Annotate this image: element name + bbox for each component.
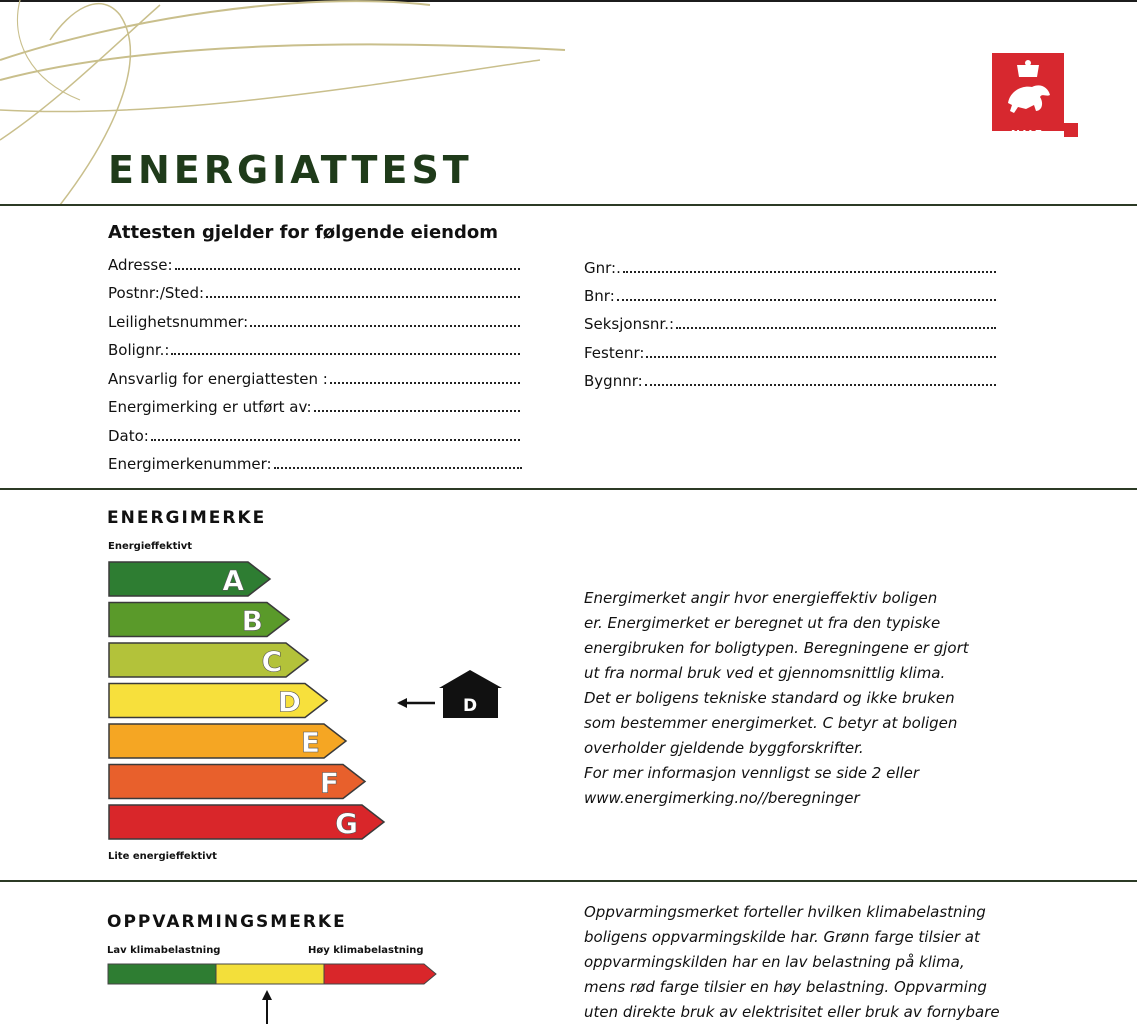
current-class-letter: D: [462, 696, 478, 716]
field-energimerkenummer[interactable]: [108, 453, 522, 473]
oppvarmingsmerke-title: OPPVARMINGSMERKE: [107, 912, 347, 932]
description-line: ut fra normal bruk ved et gjennomsnittlig klima.: [584, 664, 946, 682]
field-postnr-sted[interactable]: [108, 282, 520, 302]
energy-class-letter: D: [277, 685, 301, 719]
divider: [0, 488, 1137, 490]
energy-class-c: [109, 643, 308, 678]
description-line: Det er boligens tekniske standard og ikke bruken: [584, 689, 955, 707]
arrow-head-icon: [397, 698, 407, 708]
description-line: som bestemmer energimerket. C betyr at boligen: [584, 714, 958, 732]
energy-class-letter: E: [300, 726, 320, 759]
field-label: Postnr:/Sted:: [108, 284, 205, 302]
field-label: Adresse:: [108, 256, 173, 274]
energy-class-b: [109, 603, 289, 638]
energimerke-title: ENERGIMERKE: [107, 508, 267, 528]
energy-class-f: [109, 765, 365, 800]
description-line: uten direkte bruk av elektrisitet eller bruk av fornybare: [584, 1003, 1000, 1021]
field-label: Energimerkenummer:: [108, 455, 272, 473]
energy-bottom-label: Lite energieffektivt: [108, 851, 217, 862]
description-line: Oppvarmingsmerket forteller hvilken klimabelastning: [584, 903, 986, 921]
field-festenr[interactable]: [584, 342, 996, 362]
field-ansvarlig[interactable]: [108, 368, 520, 388]
divider: [0, 204, 1137, 206]
field-label: Leilighetsnummer:: [108, 313, 249, 331]
description-line: boligens oppvarmingskilde har. Grønn farge tilsier at: [584, 928, 980, 946]
field-label: Seksjonsnr.:: [584, 315, 675, 333]
field-label: Bygnnr:: [584, 372, 643, 390]
heating-segment: [108, 964, 216, 984]
nve-logo: [992, 53, 1078, 139]
energy-class-a: [109, 562, 270, 597]
field-gnr[interactable]: [584, 257, 996, 277]
low-climate-label: Lav klimabelastning: [107, 945, 221, 956]
property-heading: Attesten gjelder for følgende eiendom: [108, 222, 499, 243]
field-leilighetsnummer[interactable]: [108, 311, 520, 331]
energy-top-label: Energieffektivt: [108, 541, 193, 552]
field-utfort-av[interactable]: [108, 396, 520, 416]
energy-class-e: [109, 724, 346, 759]
field-label: Gnr:.: [584, 259, 621, 277]
field-seksjonsnr[interactable]: [584, 313, 996, 333]
house-roof-icon: [439, 670, 502, 688]
energy-class-letter: F: [319, 766, 339, 800]
heating-segment: [216, 964, 324, 984]
heating-scale: [107, 962, 437, 1024]
field-bolignr[interactable]: [108, 339, 520, 359]
oppvarmingsmerke-description: [584, 900, 1000, 1025]
description-line: overholder gjeldende byggforskrifter.: [584, 739, 864, 757]
energy-class-letter: C: [261, 645, 282, 678]
high-climate-label: Høy klimabelastning: [308, 945, 424, 956]
heating-pointer-head-icon: [262, 990, 272, 1000]
heating-segment: [324, 964, 436, 984]
description-line: For mer informasjon vennligst se side 2 eller: [584, 764, 920, 782]
logo-text: NVE: [1010, 128, 1046, 139]
field-label: Dato:: [108, 427, 149, 445]
energy-class-letter: A: [222, 564, 244, 597]
page-title: ENERGIATTEST: [108, 148, 473, 192]
description-line: energibruken for boligtypen. Beregningene er gjort: [584, 639, 969, 657]
energy-class-g: [109, 805, 384, 840]
field-dato[interactable]: [108, 425, 520, 445]
field-bnr[interactable]: [584, 285, 996, 305]
divider: [0, 880, 1137, 882]
energy-class-letter: G: [335, 807, 358, 840]
description-line: er. Energimerket er beregnet ut fra den typiske: [584, 614, 941, 632]
description-line: Energimerket angir hvor energieffektiv boligen: [584, 589, 938, 607]
description-line: mens rød farge tilsier en høy belastning. Oppvarming: [584, 978, 987, 996]
field-label: Bolignr.:: [108, 341, 170, 359]
energimerke-description: [584, 586, 969, 811]
description-line: oppvarmingskilden har en lav belastning på klima,: [584, 953, 965, 971]
current-class-marker: [395, 668, 505, 723]
field-label: Festenr:: [584, 344, 645, 362]
field-adresse[interactable]: [108, 254, 520, 274]
description-line: www.energimerking.no//beregninger: [584, 789, 860, 807]
energy-class-d: [109, 684, 327, 719]
energy-class-letter: B: [241, 604, 263, 638]
field-label: Energimerking er utført av:: [108, 398, 312, 416]
energy-scale: [108, 560, 408, 850]
field-label: Ansvarlig for energiattesten :: [108, 370, 328, 388]
field-bygnnr[interactable]: [584, 370, 996, 390]
field-label: Bnr:: [584, 287, 615, 305]
